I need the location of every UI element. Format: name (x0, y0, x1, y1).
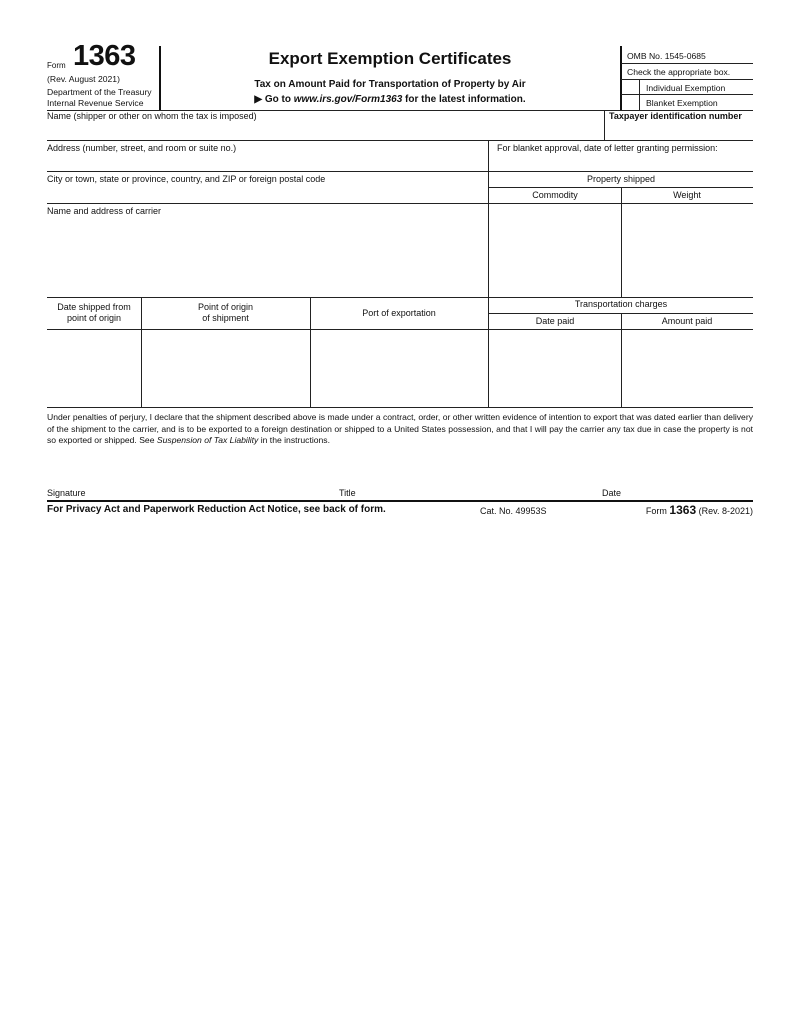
date-paid-header: Date paid (535, 316, 575, 326)
address-input[interactable] (47, 155, 488, 171)
footer-form-word: Form (645, 506, 667, 516)
date-shipped-header-line1: Date shipped from (57, 302, 131, 312)
goto-suffix: for the latest information. (402, 94, 526, 105)
tin-input[interactable] (608, 122, 753, 140)
date-label: Date (602, 488, 622, 498)
form-header (0, 0, 800, 111)
form-revision: (Rev. August 2021) (47, 74, 120, 84)
blanket-exemption-checkbox[interactable] (621, 95, 640, 110)
carrier-label: Name and address of carrier (47, 206, 162, 216)
declaration-text: Under penalties of perjury, I declare that the shipment described above is made under a contract, order, or other written evidence of intention to export that was dated earlier than delivery of the shipment to the carrier, and is to be exported to a foreign destination or shipped to a United States possession, and that I will pay the carrier any tax due in case the property is not so exported or shipped. See (47, 412, 753, 446)
footer-form-number: 1363 (669, 503, 697, 517)
title-label: Title (339, 488, 356, 498)
amount-paid-header: Amount paid (661, 316, 713, 326)
transportation-charges-header: Transportation charges (574, 299, 668, 309)
form-title: Export Exemption Certificates (268, 49, 512, 68)
blanket-exemption-label: Blanket Exemption (646, 98, 718, 108)
goto-url[interactable]: www.irs.gov/Form1363 (293, 94, 403, 105)
date-input[interactable] (602, 466, 753, 486)
date-shipped-input[interactable] (47, 330, 140, 407)
signature-input[interactable] (47, 466, 337, 486)
signature-label: Signature (47, 488, 86, 498)
declaration-end: in the instructions. (258, 435, 330, 446)
address-label: Address (number, street, and room or suite no.) (47, 143, 237, 153)
weight-header: Weight (673, 190, 701, 200)
point-of-origin-header-line1: Point of origin (197, 302, 254, 312)
date-paid-input[interactable] (490, 330, 620, 407)
form-number: 1363 (73, 40, 136, 72)
irs-line: Internal Revenue Service (47, 98, 144, 108)
individual-exemption-label: Individual Exemption (646, 83, 726, 93)
blanket-approval-input[interactable] (492, 155, 753, 171)
omb-number: OMB No. 1545-0685 (627, 51, 706, 61)
date-shipped-header-line2: point of origin (66, 313, 122, 323)
port-of-exportation-header: Port of exportation (362, 308, 436, 318)
privacy-notice: For Privacy Act and Paperwork Reduction Act Notice, see back of form. (47, 504, 386, 515)
commodity-input[interactable] (490, 205, 620, 296)
name-input[interactable] (47, 122, 604, 140)
name-label: Name (shipper or other on whom the tax is imposed) (47, 111, 257, 121)
commodity-header: Commodity (532, 190, 578, 200)
tin-label: Taxpayer identification number (609, 111, 742, 121)
footer-revision: (Rev. 8-2021) (698, 506, 753, 516)
department-line: Department of the Treasury (47, 87, 152, 97)
form-word: Form (47, 61, 66, 70)
individual-exemption-checkbox[interactable] (621, 80, 640, 94)
city-label: City or town, state or province, country, and ZIP or foreign postal code (47, 174, 326, 184)
weight-input[interactable] (622, 205, 753, 296)
perjury-declaration (47, 412, 753, 447)
form-subtitle: Tax on Amount Paid for Transportation of Property by Air (254, 79, 526, 90)
carrier-input[interactable] (47, 218, 488, 296)
blanket-approval-label: For blanket approval, date of letter granting permission: (497, 143, 718, 153)
amount-paid-input[interactable] (622, 330, 753, 407)
declaration-italic: Suspension of Tax Liability (156, 435, 259, 446)
catalog-number: Cat. No. 49953S (480, 506, 547, 516)
check-instruction: Check the appropriate box. (627, 67, 731, 77)
point-of-origin-header (141, 302, 310, 324)
footer-form-id (560, 503, 753, 517)
point-of-origin-input[interactable] (142, 330, 309, 407)
goto-prefix: ▶ Go to (254, 94, 294, 105)
date-shipped-header (47, 302, 141, 324)
property-shipped-label: Property shipped (586, 174, 656, 184)
city-input[interactable] (47, 186, 488, 203)
port-of-exportation-input[interactable] (311, 330, 487, 407)
title-input[interactable] (339, 466, 599, 486)
point-of-origin-header-line2: of shipment (202, 313, 249, 323)
goto-instructions (160, 94, 620, 105)
